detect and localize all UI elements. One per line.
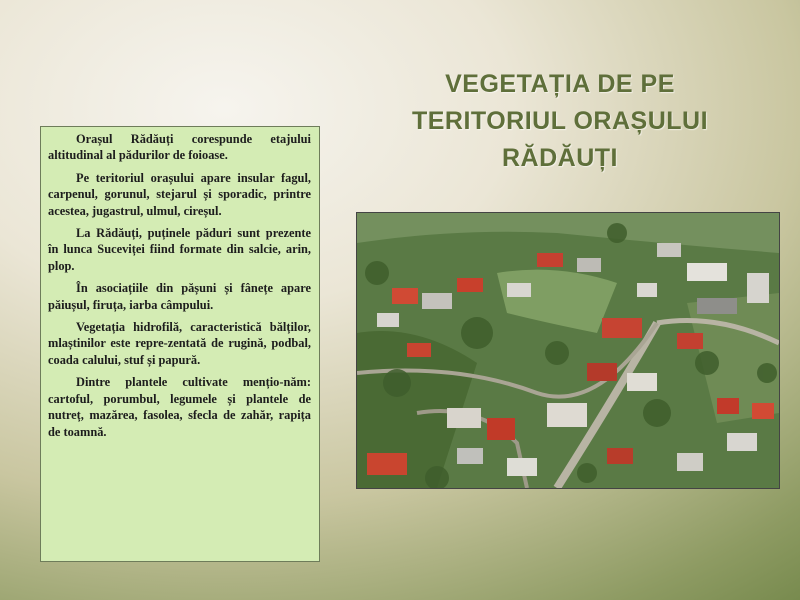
paragraph-cultivated: Dintre plantele cultivate mențio-năm: cartoful, porumbul, legumele și plantele de nutreț, mazărea, fasolea, sfecla de zahăr, rapița de toamnă.: [48, 375, 311, 439]
title-line-2: TERITORIUL ORAȘULUI: [411, 107, 709, 135]
paragraph-pastures: În asociațiile din pășuni și fânețe apare păiușul, firuța, iarba câmpului.: [48, 281, 311, 312]
aerial-town-photo: [356, 212, 780, 489]
aerial-town-illustration: [357, 213, 779, 488]
paragraph-hydrophilic: Vegetația hidrofilă, caracteristică bălților, mlaștinilor este repre-zentată de rugină, podbal, coada calului, stuf și papură.: [48, 320, 311, 367]
vegetation-text-box: [40, 126, 320, 562]
paragraph-forests: La Rădăuți, puținele păduri sunt prezente în lunca Suceviței fiind formate din salcie, arin, plop.: [48, 226, 311, 273]
title-line-1: VEGETAȚIA DE PE: [445, 70, 675, 98]
paragraph-trees: Pe teritoriul orașului apare insular fagul, carpenul, gorunul, stejarul și sporadic, printre acestea, jugastrul, ulmul, cireșul.: [48, 170, 311, 218]
paragraph-altitude-zone: Orașul Rădăuți corespunde etajului altitudinal al pădurilor de foioase.: [48, 132, 311, 163]
title-line-3: RĂDĂUȚI: [502, 144, 618, 172]
slide-title: [360, 66, 760, 177]
